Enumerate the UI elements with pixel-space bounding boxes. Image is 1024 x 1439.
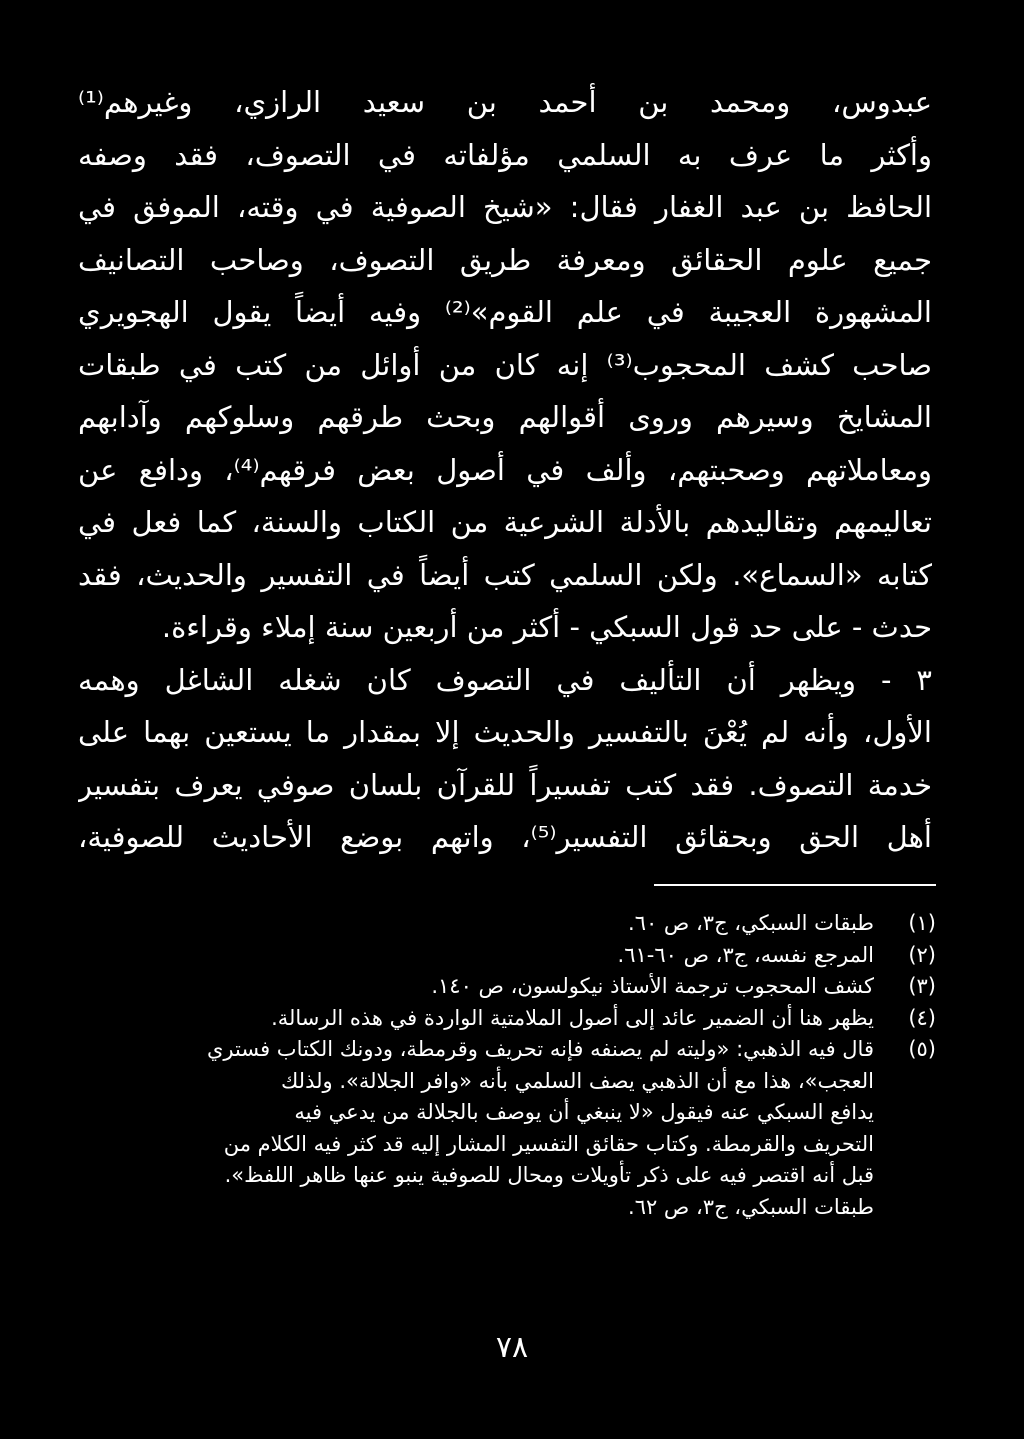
footnote-number: (١) — [908, 911, 936, 935]
footnote-number: (٥) — [908, 1037, 936, 1061]
page-number: ٧٨ — [495, 1330, 529, 1365]
footnote-text: طبقات السبكي، ج٣، ص ٦٠. — [628, 911, 874, 935]
body-line: وأكثر ما عرف به السلمي مؤلفاته في التصوف، فقد وصفه — [78, 137, 932, 172]
body-line: الحافظ بن عبد الغفار فقال: «شيخ الصوفية في وقته، الموفق في — [78, 190, 932, 224]
footnote-text: المرجع نفسه، ج٣، ص ٦٠-٦١. — [617, 942, 874, 967]
footnote-number: (٢) — [908, 942, 936, 967]
main-text-block — [78, 76, 932, 864]
footnote-text: قبل أنه اقتصر فيه على ذكر تأويلات ومحال للصوفية ينبو عنها ظاهر اللفظ». — [224, 1163, 874, 1187]
body-line: ٣ - ويظهر أن التأليف في التصوف كان شغله الشاغل وهمه — [78, 662, 932, 697]
body-line: المشايخ وسيرهم وروى أقوالهم وبحث طرقهم وسلوكهم وآدابهم — [78, 400, 932, 434]
body-line: تعاليمهم وتقاليدهم بالأدلة الشرعية من الكتاب والسنة، كما فعل في — [78, 505, 932, 539]
body-line: خدمة التصوف. فقد كتب تفسيراً للقرآن بلسان صوفي يعرف بتفسير — [78, 767, 932, 802]
footnote-text: قال فيه الذهبي: «وليته لم يصنفه فإنه تحريف وقرمطة، ودونك الكتاب فستري — [206, 1037, 874, 1061]
footnote-text: طبقات السبكي، ج٣، ص ٦٢. — [628, 1194, 874, 1219]
body-line: صاحب كشف المحجوب⁽³⁾ إنه كان من أوائل من كتب في طبقات — [78, 347, 932, 382]
body-line: الأول، وأنه لم يُعْنَ بالتفسير والحديث إلا بمقدار ما يستعين بهما على — [78, 715, 932, 749]
footnote-divider — [654, 884, 936, 886]
footnotes — [132, 908, 936, 1223]
footnote — [132, 940, 936, 972]
body-line: أهل الحق وبحقائق التفسير⁽⁵⁾، واتهم بوضع الأحاديث للصوفية، — [78, 820, 932, 854]
footnote-number: (٣) — [908, 974, 936, 998]
footnote-text: التحريف والقرمطة. وكتاب حقائق التفسير المشار إليه قد كثر فيه الكلام من — [223, 1131, 874, 1156]
footnote-text: العجب»، هذا مع أن الذهبي يصف السلمي بأنه «وافر الجلالة». ولذلك — [280, 1068, 874, 1093]
footnote-text: يظهر هنا أن الضمير عائد إلى أصول الملامتية الواردة في هذه الرسالة. — [271, 1005, 874, 1030]
body-line: المشهورة العجيبة في علم القوم»⁽²⁾ وفيه أيضاً يقول الهجويري — [78, 295, 932, 329]
footnote — [132, 971, 936, 1003]
body-line: عبدوس، ومحمد بن أحمد بن سعيد الرازي، وغيرهم⁽¹⁾ — [78, 85, 932, 119]
footnote — [132, 1003, 936, 1035]
footnote-text: كشف المحجوب ترجمة الأستاذ نيكولسون، ص ١٤٠. — [431, 974, 874, 998]
body-line: كتابه «السماع». ولكن السلمي كتب أيضاً في التفسير والحديث، فقد — [78, 557, 932, 592]
footnote — [132, 908, 936, 940]
body-line: حدث - على حد قول السبكي - أكثر من أربعين سنة إملاء وقراءة. — [161, 610, 932, 644]
footnote — [132, 1034, 936, 1223]
body-line: ومعاملاتهم وصحبتهم، وألف في أصول بعض فرقهم⁽⁴⁾، ودافع عن — [78, 452, 932, 487]
footnote-number: (٤) — [908, 1005, 936, 1030]
footnote-text: يدافع السبكي عنه فيقول «لا ينبغي أن يوصف بالجلالة من يدعي فيه — [294, 1100, 874, 1124]
body-line: جميع علوم الحقائق ومعرفة طريق التصوف، وصاحب التصانيف — [78, 242, 932, 277]
